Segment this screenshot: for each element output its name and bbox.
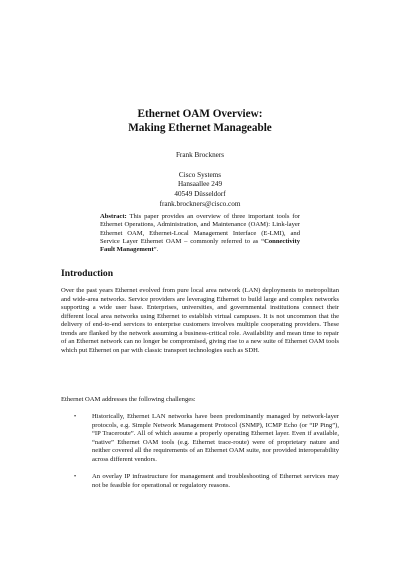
challenges-list [61,413,339,499]
list-item [61,413,339,464]
challenges-intro: Ethernet OAM addresses the following challenges: [61,396,196,403]
author-gap [0,161,400,171]
author-name: Frank Brockners [175,151,225,159]
title-line-2: Making Ethernet Manageable [128,122,272,134]
author-street: Hansaallee 249 [177,180,223,189]
abstract-end: ”. [153,246,159,254]
abstract-text: This paper provides an overview of three important tools for Ethernet Operations, Administration, and Maintenance (OAM): Link-layer Ethernet OAM, Ethernet-Local Management Interface (E-LMI), and Service Layer Ethernet OAM – commonly referred to as “ [100,213,300,245]
abstract-emphasis: Connectivity Fault Management [100,237,300,254]
abstract [100,213,300,254]
abstract-label: Abstract: [100,213,127,220]
bullet-icon: • [74,474,77,481]
list-item-text: An overlay IP infrastructure for management and troubleshooting of Ethernet services may not be feasible for operational or regulatory reasons. [92,473,339,489]
title-line-1: Ethernet OAM Overview: [137,108,263,120]
bullet-icon: • [74,414,77,420]
section-heading-introduction: Introduction [61,268,114,279]
author-city: 40549 Düsseldorf [174,190,226,199]
paper-title [0,107,400,135]
intro-paragraph: Over the past years Ethernet evolved from pure local area network (LAN) deployments to metropolitan and wide-area networks. Service providers are leveraging Ethernet to build large and complex networks supporting a wide user base. Enterprises, universities, and governmental institutions connect their different local area networks using Ethernet to establish virtual campuses. It is not uncommon that the delivery of end-to-end services to enterprise customers involves multiple cooperating providers. These trends are flanked by the network assuming a business-critical role. Availability and mean time to repair of an Ethernet network can no longer be compromised, giving rise to a new suite of Ethernet OAM tools which put Ethernet on par with classic transport technologies such as SDH. [61,287,339,354]
author-block [0,151,400,210]
author-affiliation: Cisco Systems [178,170,222,179]
list-item-text: Historically, Ethernet LAN networks have been predominantly managed by network-layer protocols, e.g. Simple Network Management Protocol (SNMP), ICMP Echo (or “IP Ping”), “IP Traceroute”. All of which assume a properly operating Ethernet layer. Even if available, “native” Ethernet OAM tools (e.g. Ethernet trace-route) were of proprietary nature and neither covered all the requirements of an Ethernet OAM suite, nor provided interoperability across different vendors. [92,413,339,463]
author-email: frank.brockners@cisco.com [159,199,241,208]
list-item [61,473,339,490]
